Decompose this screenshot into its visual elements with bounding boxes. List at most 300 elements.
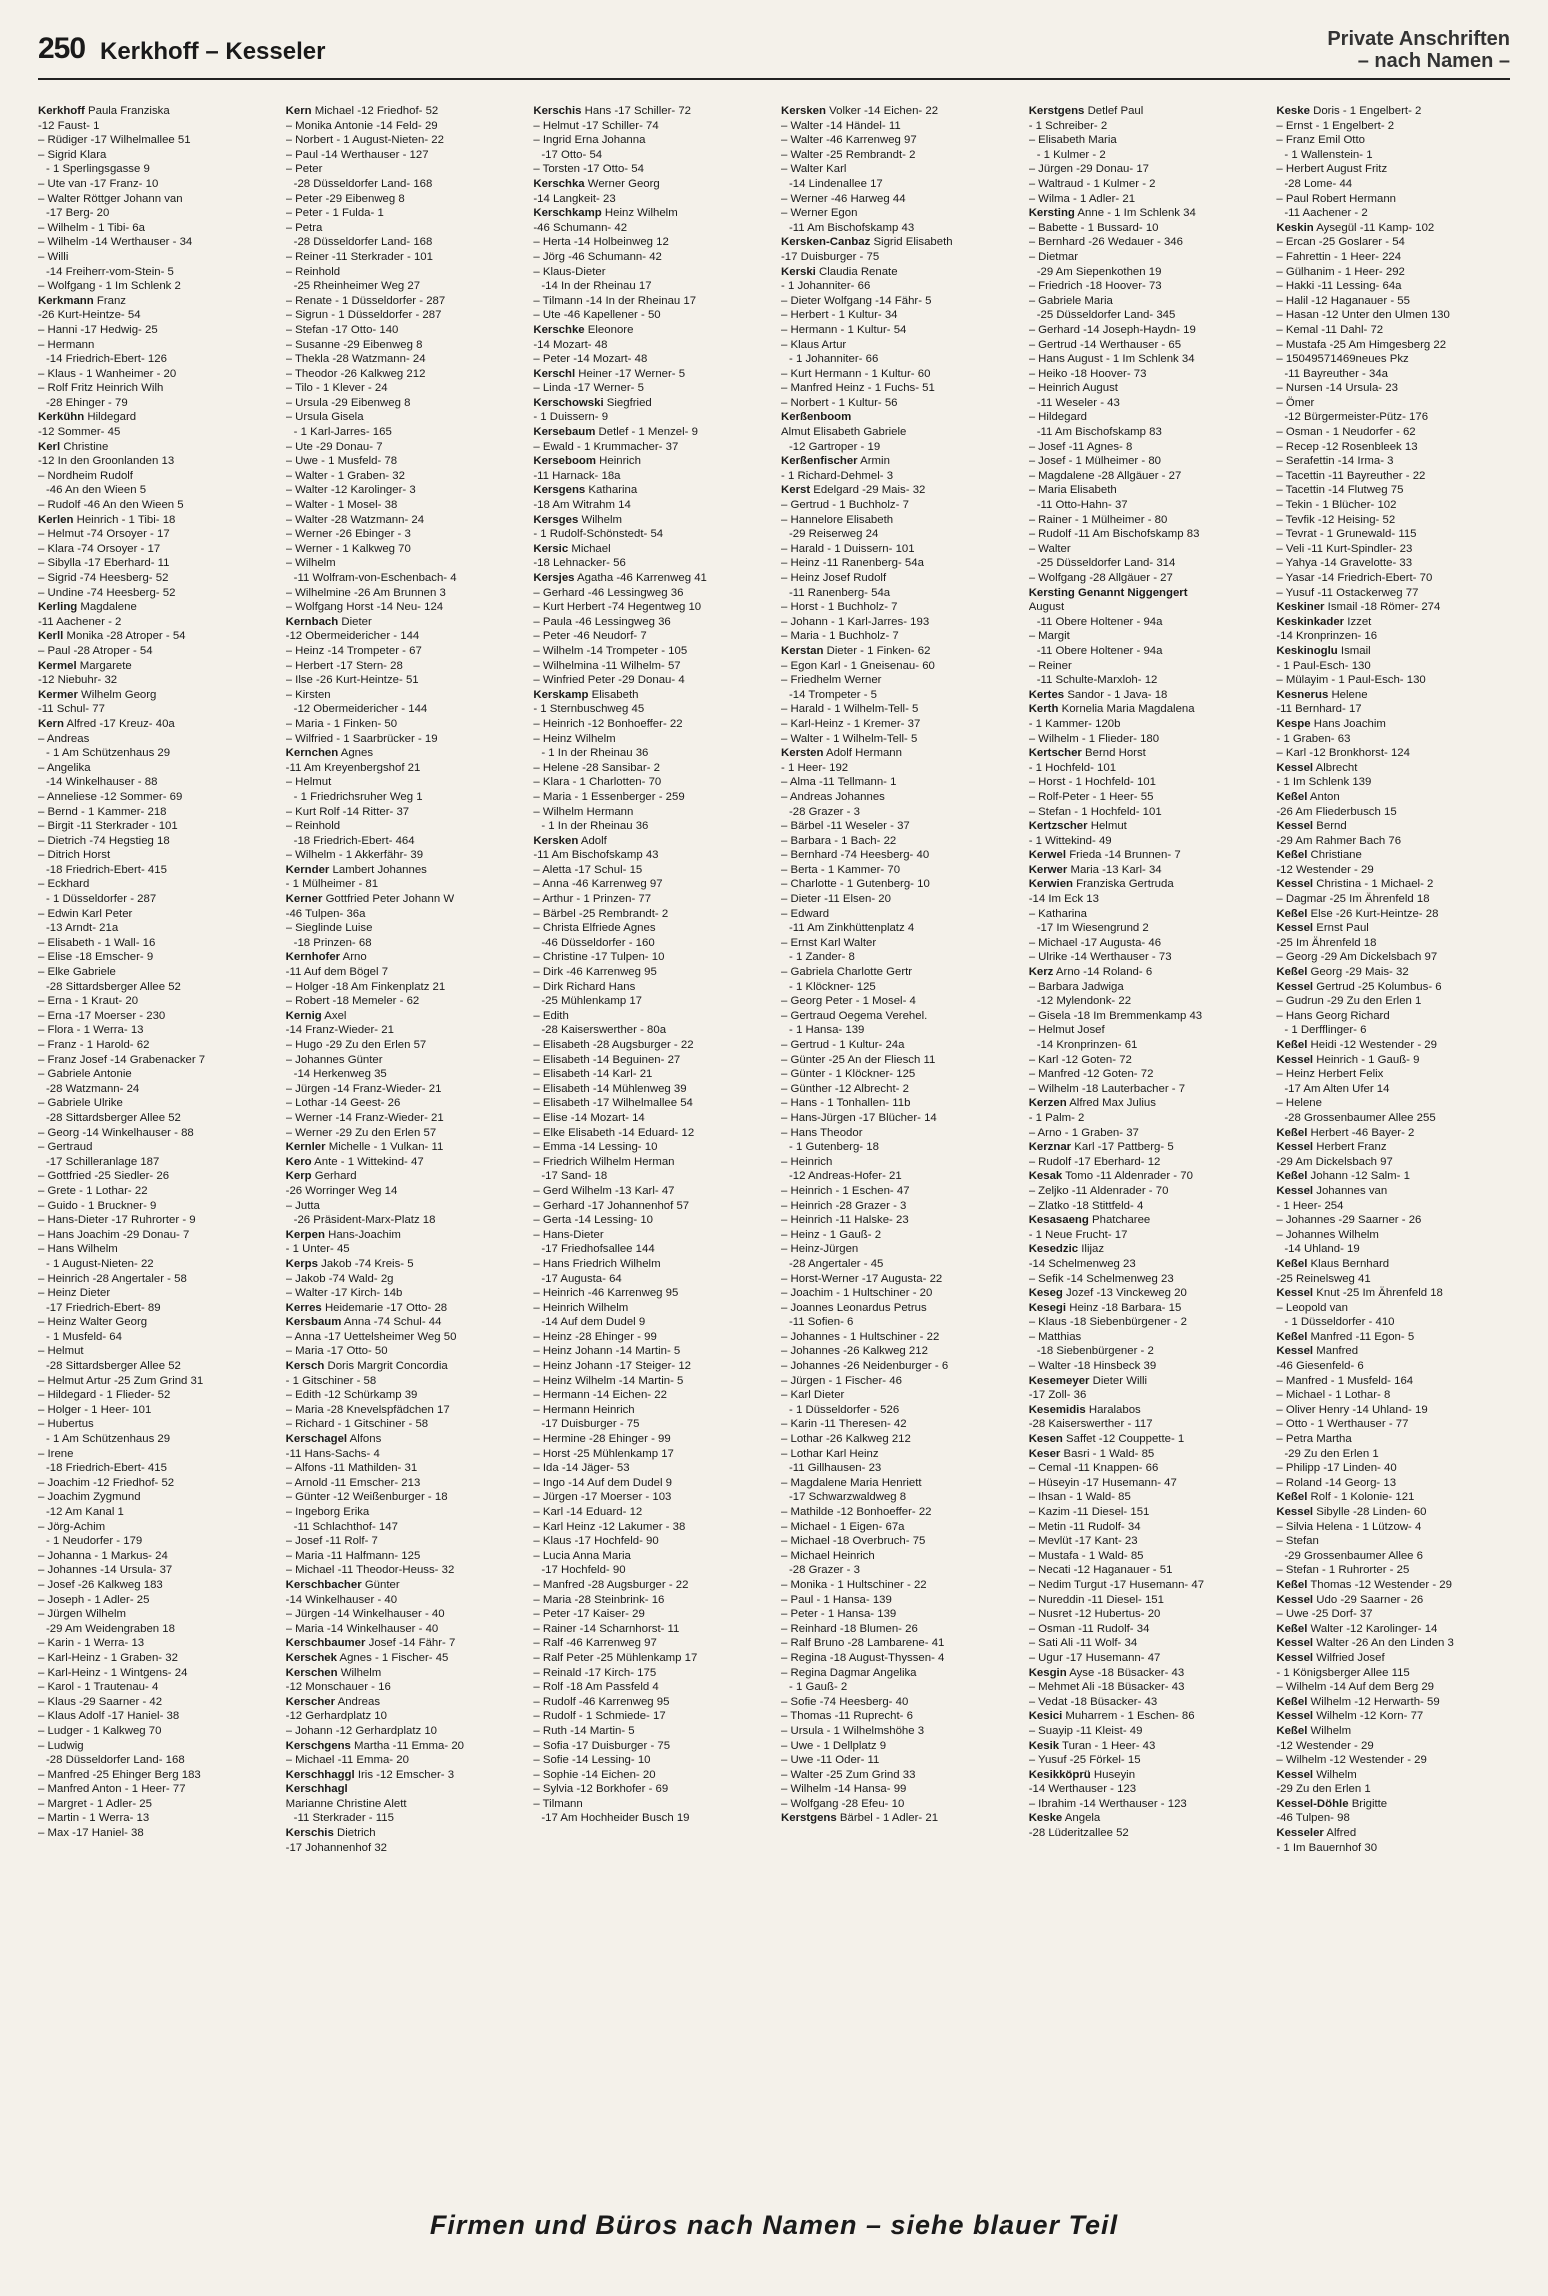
surname-entry	[286, 1432, 520, 1447]
directory-entry	[533, 1009, 767, 1024]
entry-text: - 1 Heer- 192	[781, 761, 849, 774]
surname-entry	[286, 1315, 520, 1330]
entry-text: - 1 Im Schlenk 139	[1276, 776, 1372, 789]
directory-entry	[781, 1388, 1015, 1403]
entry-text: – Klara -74 Orsoyer - 17	[38, 542, 161, 555]
directory-entry	[286, 250, 520, 265]
entry-text: Monika -28 Atroper - 54	[63, 630, 186, 643]
directory-entry	[533, 1023, 767, 1038]
entry-text: Alfred Max Julius	[1066, 1097, 1156, 1110]
directory-entry	[533, 1417, 767, 1432]
directory-entry	[533, 732, 767, 747]
directory-entry	[1276, 542, 1510, 557]
entry-text: – Helene	[1276, 1097, 1322, 1110]
surname: Kernder	[285, 863, 330, 876]
entry-text: – Jörg -46 Schumann- 42	[533, 250, 662, 263]
entry-text: -14 Franz-Wieder- 21	[285, 1024, 394, 1037]
entry-text: – Walter -28 Watzmann- 24	[285, 513, 425, 526]
entry-text: – Zeljko -11 Aldenrader - 70	[1028, 1184, 1169, 1197]
surname-entry	[1276, 1184, 1510, 1199]
directory-entry	[1276, 673, 1510, 688]
directory-entry	[286, 1593, 520, 1608]
entry-text: -12 Monschauer - 16	[285, 1681, 391, 1694]
directory-entry	[1029, 892, 1263, 907]
directory-entry	[1029, 177, 1263, 192]
directory-column-1	[38, 104, 272, 2184]
entry-text: – Peter -46 Neudorf- 7	[533, 630, 647, 643]
entry-text: -11 Ranenberg- 54a	[789, 586, 891, 599]
entry-text: Heinrich	[596, 455, 641, 468]
entry-text: Axel	[321, 1009, 347, 1022]
surname-entry	[533, 834, 767, 849]
entry-text: -28 Grazer - 3	[789, 805, 860, 818]
surname-entry	[1029, 1811, 1263, 1826]
directory-entry	[286, 1344, 520, 1359]
directory-entry	[286, 965, 520, 980]
directory-entry	[781, 162, 1015, 177]
directory-entry	[781, 1184, 1015, 1199]
directory-entry	[1276, 1461, 1510, 1476]
entry-text: -12 Obermeidericher - 144	[293, 703, 428, 716]
entry-text: -14 Im Eck 13	[1028, 893, 1099, 906]
entry-text: - 1 Neue Frucht- 17	[1028, 1228, 1128, 1241]
entry-text: – Karl -12 Bronkhorst- 124	[1276, 747, 1410, 760]
entry-text: – Joannes Leonardus Petrus	[781, 1301, 927, 1314]
directory-entry	[781, 834, 1015, 849]
directory-entry	[781, 965, 1015, 980]
entry-text: Heinz Wilhelm	[601, 207, 678, 220]
entry-text: – Sophie -14 Eichen- 20	[533, 1768, 656, 1781]
surname: Kersebaum	[533, 426, 596, 439]
surname-entry	[533, 177, 767, 192]
entry-text: Albrecht	[1313, 761, 1358, 774]
entry-text: - 1 Unter- 45	[285, 1243, 350, 1256]
directory-entry	[286, 1403, 520, 1418]
surname: Kerstan	[781, 644, 824, 657]
directory-entry	[781, 1403, 1015, 1418]
surname: Kerscher	[285, 1695, 336, 1708]
entry-text: – Elke Gabriele	[38, 966, 116, 979]
entry-text: -25 Reinelsweg 41	[1276, 1272, 1371, 1285]
entry-text: – Bernhard -26 Wedauer - 346	[1028, 236, 1183, 249]
entry-text: Heiner -17 Werner- 5	[575, 367, 686, 380]
surname-entry	[1276, 1038, 1510, 1053]
directory-entry	[1029, 775, 1263, 790]
surname: Kessel	[1276, 761, 1314, 774]
entry-text: – Kurt Herbert -74 Hegentweg 10	[533, 601, 702, 614]
entry-text: -13 Arndt- 21a	[46, 922, 119, 935]
directory-entry	[38, 177, 272, 192]
entry-text: – Necati -12 Haganauer - 51	[1028, 1564, 1173, 1577]
directory-entry	[1276, 775, 1510, 790]
entry-text: – Werner Egon	[781, 207, 858, 220]
entry-text: -17 Zoll- 36	[1028, 1389, 1087, 1402]
entry-text: – Nursen -14 Ursula- 23	[1276, 382, 1398, 395]
directory-entry	[533, 1184, 767, 1199]
directory-entry	[286, 1753, 520, 1768]
directory-entry	[286, 1199, 520, 1214]
entry-text: – Maria -11 Halfmann- 125	[285, 1549, 421, 1562]
directory-entry	[1276, 177, 1510, 192]
directory-entry	[781, 877, 1015, 892]
directory-entry	[781, 469, 1015, 484]
entry-text: – Klaus Artur	[781, 338, 847, 351]
entry-text: – Heinz Johann -14 Martin- 5	[533, 1345, 681, 1358]
directory-entry	[533, 1213, 767, 1228]
entry-text: – Manfred -28 Augsburger - 22	[533, 1578, 689, 1591]
surname: Kerschgens	[285, 1739, 351, 1752]
surname-entry	[286, 1155, 520, 1170]
surname-entry	[781, 483, 1015, 498]
directory-entry	[38, 1272, 272, 1287]
entry-text: – Maria -28 Knevelspfädchen 17	[285, 1403, 450, 1416]
entry-text: – Stefan - 1 Ruhrorter - 25	[1276, 1564, 1410, 1577]
directory-entry	[286, 805, 520, 820]
directory-entry	[781, 1096, 1015, 1111]
surname-entry	[1276, 965, 1510, 980]
entry-text: Ayse -18 Büsacker- 43	[1066, 1666, 1185, 1679]
entry-text: – Jürgen -14 Winkelhauser - 40	[285, 1608, 445, 1621]
directory-entry	[533, 1388, 767, 1403]
surname: Kessel	[1276, 1710, 1314, 1723]
entry-text: – Martin - 1 Werra- 13	[38, 1812, 150, 1825]
surname: Kerstgens	[781, 1812, 837, 1825]
entry-text: – Peter -17 Kaiser- 29	[533, 1608, 645, 1621]
entry-text: – Johannes Wilhelm	[1276, 1228, 1379, 1241]
directory-entry	[38, 367, 272, 382]
surname: Kerps	[285, 1257, 318, 1270]
directory-entry	[781, 206, 1015, 221]
directory-entry	[1276, 994, 1510, 1009]
surname: Kessel	[1276, 1141, 1314, 1154]
entry-text: - 1 In der Rheinau 36	[541, 820, 649, 833]
entry-text: Anna -74 Schul- 44	[341, 1316, 442, 1329]
entry-text: -18 Siebenbürgener - 2	[1036, 1345, 1154, 1358]
surname: Kertzscher	[1028, 820, 1088, 833]
directory-entry	[38, 1067, 272, 1082]
directory-entry	[286, 410, 520, 425]
entry-text: Aysegül -11 Kamp- 102	[1313, 221, 1435, 234]
directory-entry	[1276, 206, 1510, 221]
entry-text: – Petra	[285, 221, 323, 234]
directory-entry	[286, 980, 520, 995]
directory-entry	[781, 892, 1015, 907]
directory-entry	[38, 1359, 272, 1374]
entry-text: Agnes - 1 Fischer- 45	[336, 1651, 449, 1664]
directory-entry	[286, 994, 520, 1009]
directory-entry	[533, 1739, 767, 1754]
directory-entry	[1276, 440, 1510, 455]
entry-text: - 1 Düsseldorfer - 410	[1284, 1316, 1395, 1329]
surname: Kerner	[285, 893, 323, 906]
directory-entry	[1276, 1242, 1510, 1257]
directory-entry	[1029, 513, 1263, 528]
surname-entry	[781, 265, 1015, 280]
entry-text: -11 Obere Holtener - 94a	[1036, 644, 1163, 657]
directory-entry	[1276, 294, 1510, 309]
entry-text: Gerhard	[311, 1170, 357, 1183]
directory-entry	[38, 1140, 272, 1155]
directory-entry	[533, 673, 767, 688]
directory-entry	[781, 1563, 1015, 1578]
directory-entry	[286, 1505, 520, 1520]
entry-text: – Hermann -14 Eichen- 22	[533, 1389, 667, 1402]
directory-entry	[38, 1301, 272, 1316]
entry-text: Frieda -14 Brunnen- 7	[1066, 849, 1181, 862]
surname: Keßel	[1276, 1257, 1308, 1270]
surname-entry	[1276, 1126, 1510, 1141]
entry-text: – Anneliese -12 Sommer- 69	[38, 790, 183, 803]
entry-text: – Ute -46 Kapellener - 50	[533, 309, 661, 322]
entry-text: – Jörg-Achim	[38, 1520, 106, 1533]
entry-text: – Maria - 1 Buchholz- 7	[781, 630, 899, 643]
surname-entry	[286, 1359, 520, 1374]
surname: Kernbach	[285, 615, 339, 628]
directory-entry	[286, 1534, 520, 1549]
surname: Keskin	[1276, 221, 1314, 234]
entry-text: -46 Tulpen- 98	[1276, 1812, 1350, 1825]
surname-entry	[781, 1811, 1015, 1826]
directory-entry	[286, 600, 520, 615]
directory-entry	[533, 805, 767, 820]
entry-text: – Matthias	[1028, 1330, 1082, 1343]
directory-entry	[1029, 1330, 1263, 1345]
directory-entry	[286, 1067, 520, 1082]
directory-entry	[1029, 994, 1263, 1009]
directory-entry	[781, 279, 1015, 294]
directory-entry	[38, 732, 272, 747]
directory-entry	[533, 133, 767, 148]
surname-entry	[1276, 1257, 1510, 1272]
entry-text: - 1 Musfeld- 64	[46, 1330, 122, 1343]
surname-entry	[1276, 1724, 1510, 1739]
surname: Kero	[285, 1155, 312, 1168]
directory-entry	[1029, 119, 1263, 134]
entry-text: Lambert Johannes	[329, 863, 427, 876]
directory-entry	[1029, 732, 1263, 747]
surname: Keskiner	[1276, 601, 1325, 614]
entry-text: – Michael - 1 Eigen- 67a	[781, 1520, 905, 1533]
surname-entry	[286, 104, 520, 119]
entry-text: Anton	[1307, 790, 1340, 803]
surname-entry	[1029, 1301, 1263, 1316]
entry-text: – Karl-Heinz - 1 Graben- 32	[38, 1651, 178, 1664]
directory-entry	[781, 1009, 1015, 1024]
directory-entry	[1276, 410, 1510, 425]
directory-entry	[533, 1549, 767, 1564]
directory-entry	[1029, 644, 1263, 659]
entry-text: – Norbert - 1 Kultur- 56	[781, 396, 898, 409]
entry-text: – Reinhold	[285, 820, 341, 833]
directory-entry	[533, 1169, 767, 1184]
directory-entry	[1029, 1563, 1263, 1578]
entry-text: -17 Duisburger - 75	[781, 250, 880, 263]
directory-entry	[38, 235, 272, 250]
entry-text: – Klaus -17 Hochfeld- 90	[533, 1535, 659, 1548]
surname-entry	[533, 206, 767, 221]
name-range-title: Kerkhoff – Kesseler	[100, 38, 326, 65]
entry-text: - 1 Karl-Jarres- 165	[293, 426, 392, 439]
surname-entry	[1029, 1768, 1263, 1783]
directory-entry	[781, 994, 1015, 1009]
directory-entry	[1029, 1593, 1263, 1608]
entry-text: – Tacettin -14 Flutweg 75	[1276, 484, 1404, 497]
entry-text: – Dirk -46 Karrenweg 95	[533, 966, 657, 979]
surname: Kersic	[533, 542, 569, 555]
surname-entry	[286, 1140, 520, 1155]
directory-entry	[1276, 1739, 1510, 1754]
directory-entry	[1029, 936, 1263, 951]
surname: Keßel	[1276, 1724, 1308, 1737]
entry-text: – Gerhard -17 Johannenhof 57	[533, 1199, 690, 1212]
entry-text: - 1 Hochfeld- 101	[1028, 761, 1117, 774]
directory-entry	[533, 192, 767, 207]
entry-text: Alfred	[1323, 1827, 1357, 1840]
entry-text: – Mevlüt -17 Kant- 23	[1028, 1535, 1138, 1548]
surname: Kerßenboom	[781, 411, 852, 424]
entry-text: – Heinz -14 Trompeter - 67	[285, 644, 422, 657]
directory-entry	[38, 221, 272, 236]
directory-entry	[286, 119, 520, 134]
surname-entry	[38, 688, 272, 703]
directory-entry	[38, 1563, 272, 1578]
directory-entry	[1029, 1388, 1263, 1403]
directory-entry	[286, 308, 520, 323]
entry-text: -29 Zu den Erlen 1	[1276, 1783, 1371, 1796]
entry-text: – Zlatko -18 Stittfeld- 4	[1028, 1199, 1144, 1212]
entry-text: – Dietrich -74 Hegstieg 18	[38, 834, 170, 847]
entry-text: – Klaus -18 Siebenbürgener - 2	[1028, 1316, 1187, 1329]
entry-text: – Jürgen Wilhelm	[38, 1608, 126, 1621]
surname: Keskinoglu	[1276, 644, 1338, 657]
entry-text: – Ditrich Horst	[38, 849, 111, 862]
directory-entry	[533, 148, 767, 163]
entry-text: – Rolf-Peter - 1 Heer- 55	[1028, 790, 1154, 803]
entry-text: – Dieter -11 Elsen- 20	[781, 893, 891, 906]
directory-entry	[533, 892, 767, 907]
entry-text: – Gertrud -14 Werthauser - 65	[1028, 338, 1182, 351]
entry-text: – Heinrich Wilhelm	[533, 1301, 629, 1314]
entry-text: – Osman -11 Rudolf- 34	[1028, 1622, 1150, 1635]
directory-entry	[781, 1797, 1015, 1812]
surname-entry	[286, 1651, 520, 1666]
entry-text: – Leopold van	[1276, 1301, 1348, 1314]
entry-text: Sibylle -28 Linden- 60	[1313, 1506, 1427, 1518]
entry-text: -11 Harnack- 18a	[533, 469, 621, 482]
entry-text: – Horst - 1 Buchholz- 7	[781, 601, 898, 614]
entry-text: – Peter	[285, 163, 323, 176]
directory-entry	[1029, 1257, 1263, 1272]
entry-text: -28 Lüderitzallee 52	[1028, 1827, 1129, 1840]
entry-text: Brigitte	[1348, 1797, 1388, 1810]
entry-text: -28 Watzmann- 24	[46, 1082, 140, 1095]
entry-text: – Peter -29 Eibenweg 8	[285, 192, 405, 205]
directory-entry	[533, 1651, 767, 1666]
entry-text: – Karin -11 Theresen- 42	[781, 1418, 907, 1431]
directory-entry	[1029, 1344, 1263, 1359]
directory-entry	[781, 425, 1015, 440]
directory-entry	[38, 279, 272, 294]
entry-text: – Jürgen -14 Franz-Wieder- 21	[285, 1082, 442, 1095]
directory-entry	[533, 1709, 767, 1724]
surname-entry	[286, 1228, 520, 1243]
entry-text: – Kemal -11 Dahl- 72	[1276, 323, 1384, 336]
entry-text: – Heinrich	[781, 1155, 833, 1168]
entry-text: -17 Schilleranlage 187	[46, 1155, 160, 1168]
entry-text: – Johanna - 1 Markus- 24	[38, 1549, 168, 1562]
entry-text: – Rainer -14 Scharnhorst- 11	[533, 1622, 680, 1635]
directory-entry	[1276, 936, 1510, 951]
directory-entry	[1029, 338, 1263, 353]
directory-entry	[781, 1636, 1015, 1651]
surname: Keske	[1276, 105, 1310, 117]
entry-text: Heidemarie -17 Otto- 28	[321, 1301, 448, 1314]
entry-text: – Elisabeth - 1 Wall- 16	[38, 936, 156, 949]
entry-text: -46 Schumann- 42	[533, 221, 628, 234]
directory-entry	[286, 1622, 520, 1637]
surname: Kersjes	[533, 572, 575, 584]
entry-text: – Sati Ali -11 Wolf- 34	[1028, 1637, 1138, 1650]
surname-entry	[533, 367, 767, 382]
entry-text: – Uwe - 1 Musfeld- 78	[285, 455, 398, 468]
directory-entry	[781, 1709, 1015, 1724]
surname: Kerwien	[1028, 878, 1073, 891]
directory-entry	[1276, 1272, 1510, 1287]
directory-entry	[38, 761, 272, 776]
entry-text: -12 Sommer- 45	[38, 426, 121, 439]
entry-text: – Heinrich -28 Grazer - 3	[781, 1199, 907, 1212]
directory-entry	[1029, 1549, 1263, 1564]
entry-text: – Hermann	[38, 338, 95, 351]
entry-text: – Heiko -18 Hoover- 73	[1028, 367, 1147, 380]
directory-entry	[533, 235, 767, 250]
directory-column-5	[1029, 104, 1263, 2184]
directory-entry	[286, 834, 520, 849]
entry-text: – Maria - 1 Essenberger - 259	[533, 790, 685, 803]
directory-entry	[781, 1272, 1015, 1287]
directory-entry	[1029, 1199, 1263, 1214]
directory-entry	[38, 1038, 272, 1053]
surname: Kerzen	[1028, 1097, 1067, 1110]
entry-text: – Reiner	[1028, 659, 1072, 672]
entry-text: – Lothar -26 Kalkweg 212	[781, 1433, 911, 1446]
entry-text: - 1 Gauß- 2	[789, 1681, 848, 1694]
entry-text: – Hans Joachim -29 Donau- 7	[38, 1228, 190, 1241]
directory-entry	[781, 950, 1015, 965]
directory-entry	[781, 702, 1015, 717]
surname: Kerski	[781, 265, 816, 278]
entry-text: – Herbert - 1 Kultur- 34	[781, 309, 898, 322]
directory-entry	[781, 1169, 1015, 1184]
directory-entry	[38, 1286, 272, 1301]
directory-entry	[533, 1578, 767, 1593]
surname-entry	[1029, 1286, 1263, 1301]
surname-entry	[1029, 746, 1263, 761]
directory-entry	[286, 513, 520, 528]
surname: Kerp	[285, 1170, 312, 1183]
entry-text: -11 Sterkrader - 115	[293, 1812, 394, 1825]
entry-text: Manfred -11 Egon- 5	[1307, 1330, 1415, 1343]
entry-text: -28 Lome- 44	[1284, 177, 1353, 190]
entry-text: – Edith	[533, 1009, 569, 1022]
entry-text: – Johann - 1 Karl-Jarres- 193	[781, 615, 930, 628]
surname-entry	[1276, 1490, 1510, 1505]
surname-entry	[1029, 1169, 1263, 1184]
surname-entry	[1276, 1330, 1510, 1345]
surname-entry	[1276, 688, 1510, 703]
surname-entry	[1029, 877, 1263, 892]
directory-entry	[781, 863, 1015, 878]
